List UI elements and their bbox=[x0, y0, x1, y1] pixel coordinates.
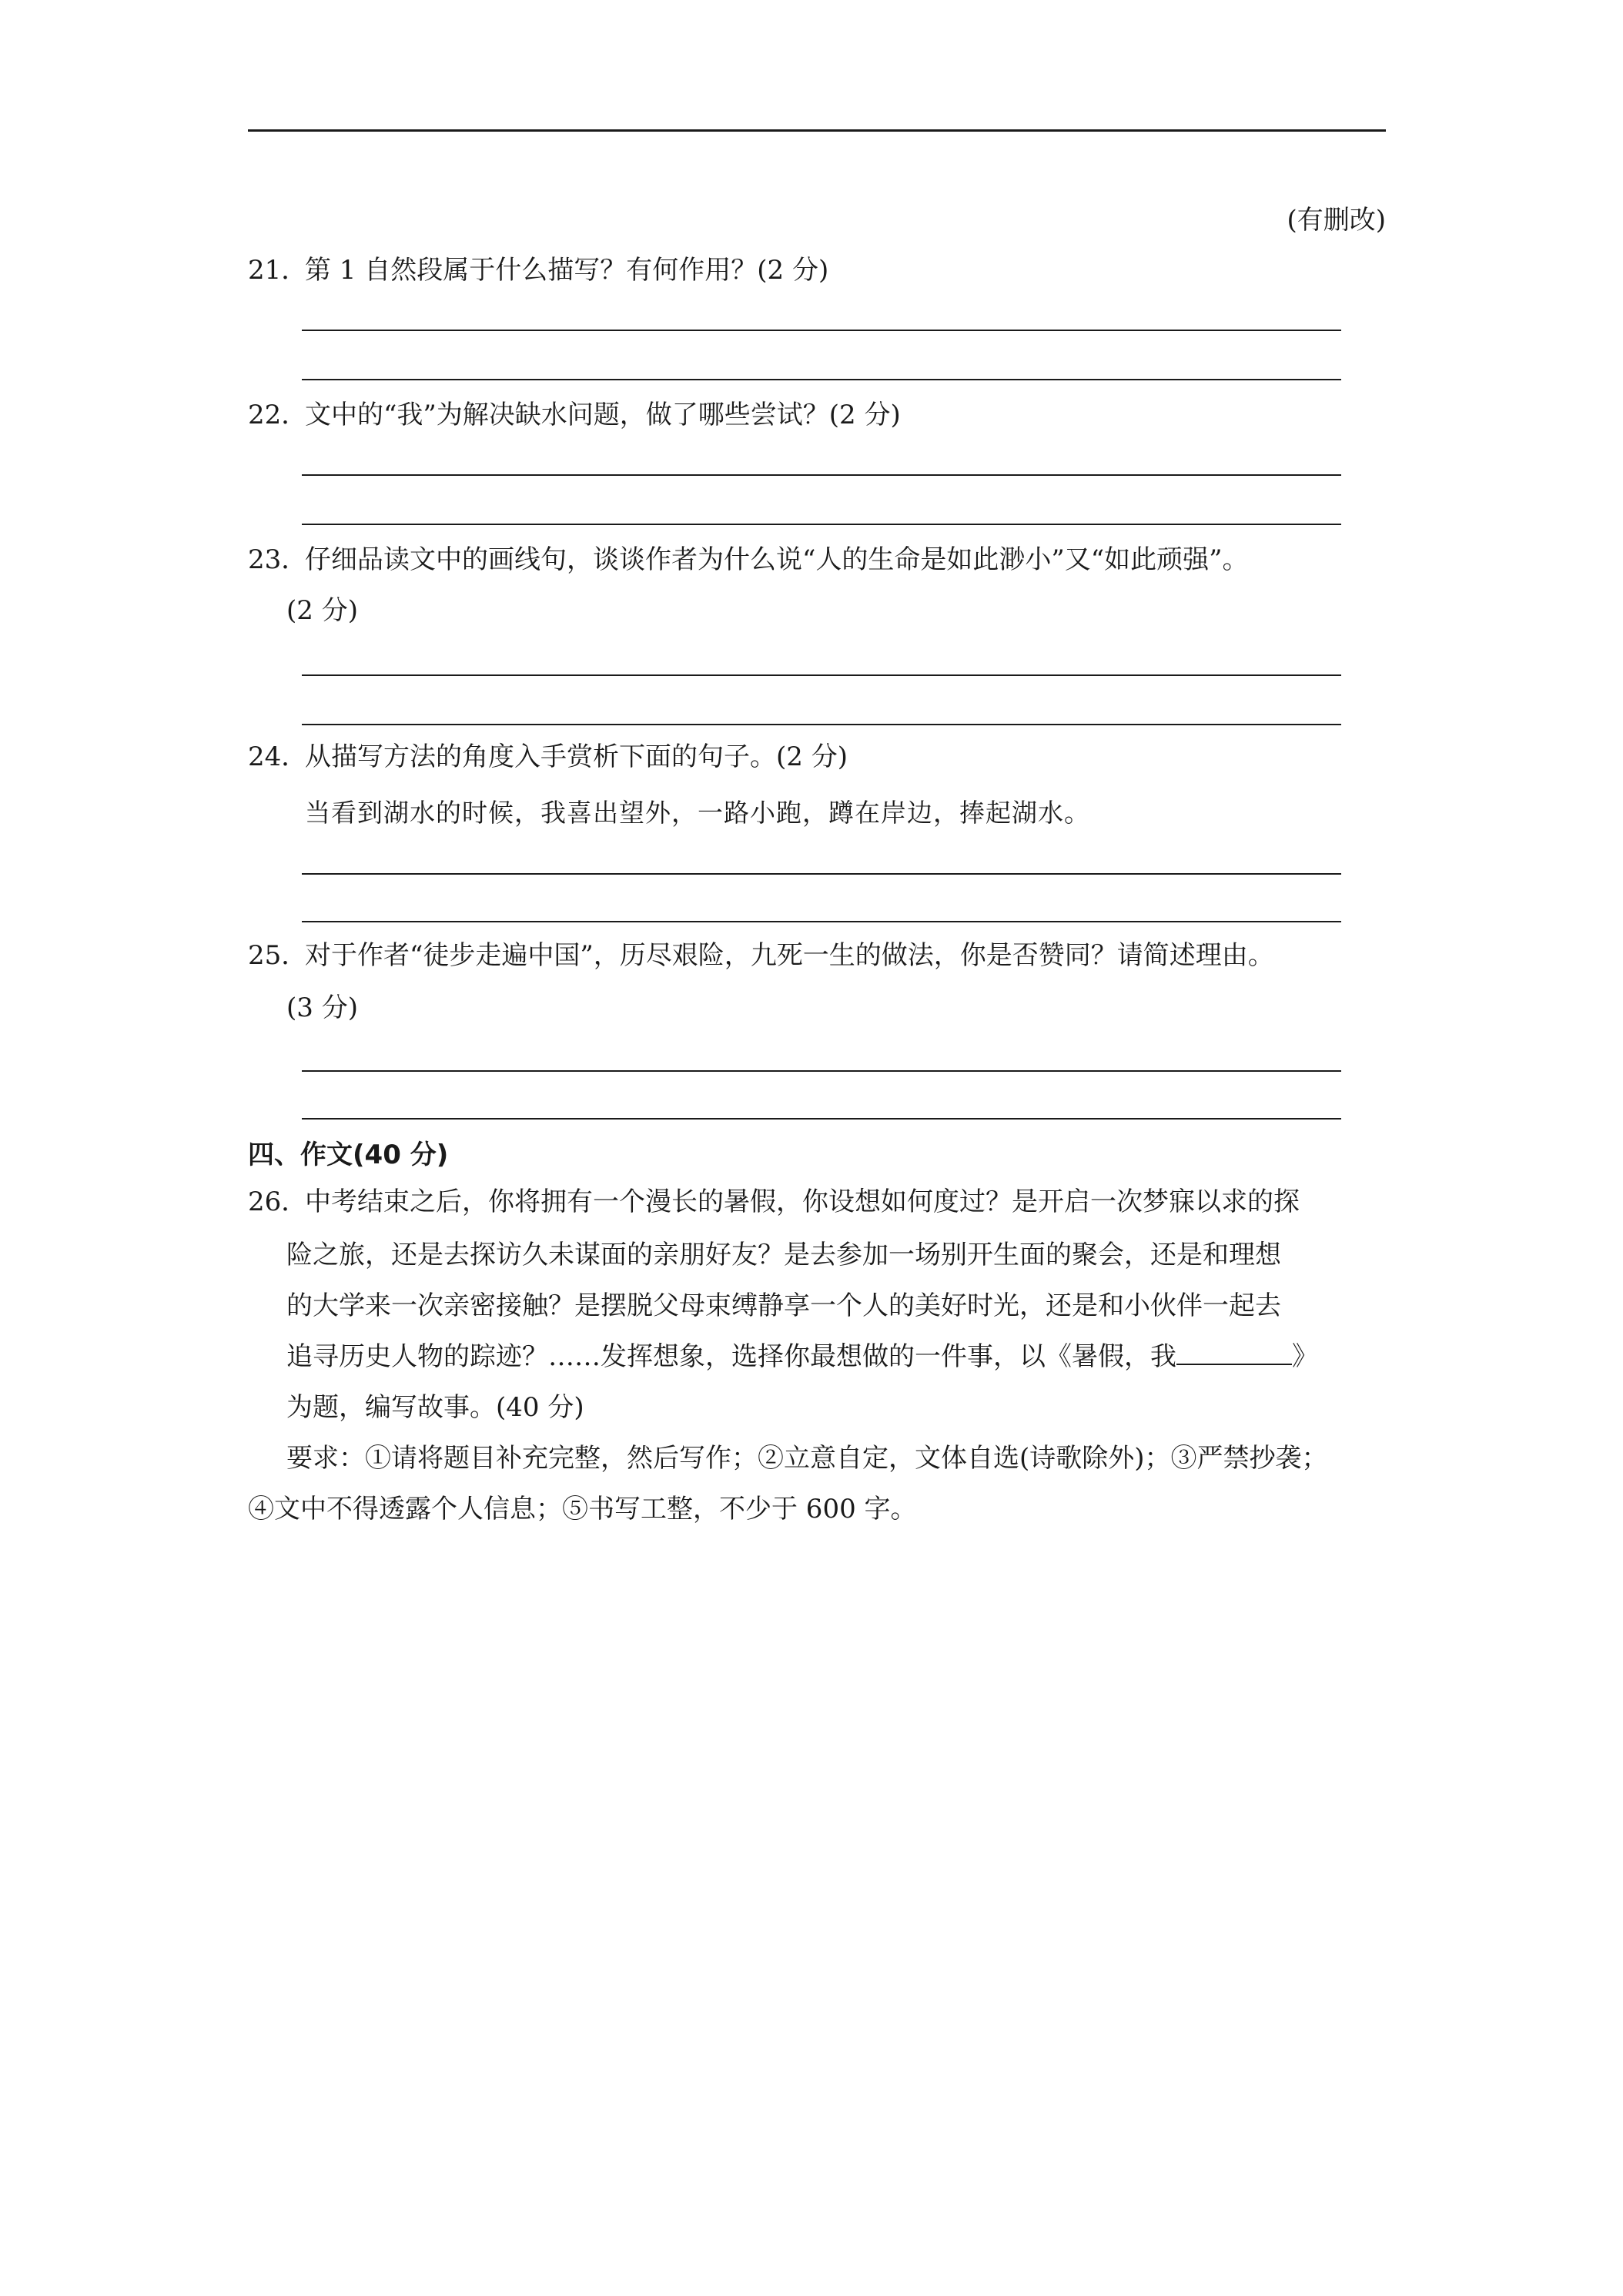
answer-line[interactable] bbox=[302, 724, 1341, 725]
question-text: 对于作者“徒步走遍中国”，历尽艰险，九死一生的做法，你是否赞同？请简述理由。 bbox=[305, 940, 1274, 971]
source-note: (有删改) bbox=[1287, 205, 1386, 236]
answer-line[interactable] bbox=[302, 1070, 1341, 1072]
question-number: 25． bbox=[248, 940, 308, 971]
question-26 bbox=[248, 1183, 1387, 1221]
question-text: 从描写方法的角度入手赏析下面的句子。(2 分) bbox=[305, 741, 848, 772]
question-text-line bbox=[286, 1335, 1387, 1373]
question-text-line: 中考结束之后，你将拥有一个漫长的暑假，你设想如何度过？是开启一次梦寐以求的探 bbox=[305, 1186, 1300, 1217]
section-heading: 四、作文(40 分) bbox=[248, 1140, 449, 1170]
question-text: 文中的“我”为解决缺水问题，做了哪些尝试？(2 分) bbox=[305, 400, 901, 430]
question-text-line: 为题，编写故事。(40 分) bbox=[286, 1392, 584, 1423]
question-number: 24． bbox=[248, 741, 308, 772]
question-text: 第 1 自然段属于什么描写？有何作用？(2 分) bbox=[305, 255, 829, 286]
header-rule bbox=[248, 129, 1386, 132]
question-number: 21． bbox=[248, 255, 308, 286]
answer-line[interactable] bbox=[302, 379, 1341, 380]
requirements-line: 要求：①请将题目补充完整，然后写作；②立意自定，文体自选(诗歌除外)；③严禁抄袭； bbox=[286, 1443, 1328, 1474]
question-text: 仔细品读文中的画线句，谈谈作者为什么说“人的生命是如此渺小”又“如此顽强”。 bbox=[305, 544, 1249, 575]
question-24 bbox=[248, 738, 1387, 776]
answer-line[interactable] bbox=[302, 873, 1341, 875]
question-23 bbox=[248, 541, 1387, 579]
quoted-sentence: 当看到湖水的时候，我喜出望外，一路小跑，蹲在岸边，捧起湖水。 bbox=[305, 798, 1090, 828]
question-25 bbox=[248, 936, 1387, 975]
answer-line[interactable] bbox=[302, 524, 1341, 525]
answer-line[interactable] bbox=[302, 1118, 1341, 1120]
question-number: 22． bbox=[248, 400, 308, 430]
question-text-line: 的大学来一次亲密接触？是摆脱父母束缚静享一个人的美好时光，还是和小伙伴一起去 bbox=[286, 1290, 1281, 1321]
question-score: (2 分) bbox=[286, 595, 358, 626]
requirements-line: ④文中不得透露个人信息；⑤书写工整，不少于 600 字。 bbox=[248, 1494, 917, 1525]
question-text-segment: 追寻历史人物的踪迹？……发挥想象，选择你最想做的一件事，以《暑假，我 bbox=[286, 1341, 1176, 1372]
question-21 bbox=[248, 251, 1387, 290]
title-blank[interactable] bbox=[1176, 1339, 1292, 1365]
question-text-line: 险之旅，还是去探访久未谋面的亲朋好友？是去参加一场别开生面的聚会，还是和理想 bbox=[286, 1240, 1281, 1270]
question-22 bbox=[248, 396, 1387, 434]
question-number: 26． bbox=[248, 1186, 308, 1217]
question-score: (3 分) bbox=[286, 992, 358, 1023]
question-23-score bbox=[286, 591, 517, 630]
question-25-score bbox=[286, 989, 517, 1027]
answer-line[interactable] bbox=[302, 921, 1341, 922]
answer-line[interactable] bbox=[302, 330, 1341, 331]
question-text-segment: 》 bbox=[1292, 1341, 1318, 1372]
answer-line[interactable] bbox=[302, 674, 1341, 676]
question-number: 23． bbox=[248, 544, 308, 575]
answer-line[interactable] bbox=[302, 474, 1341, 476]
